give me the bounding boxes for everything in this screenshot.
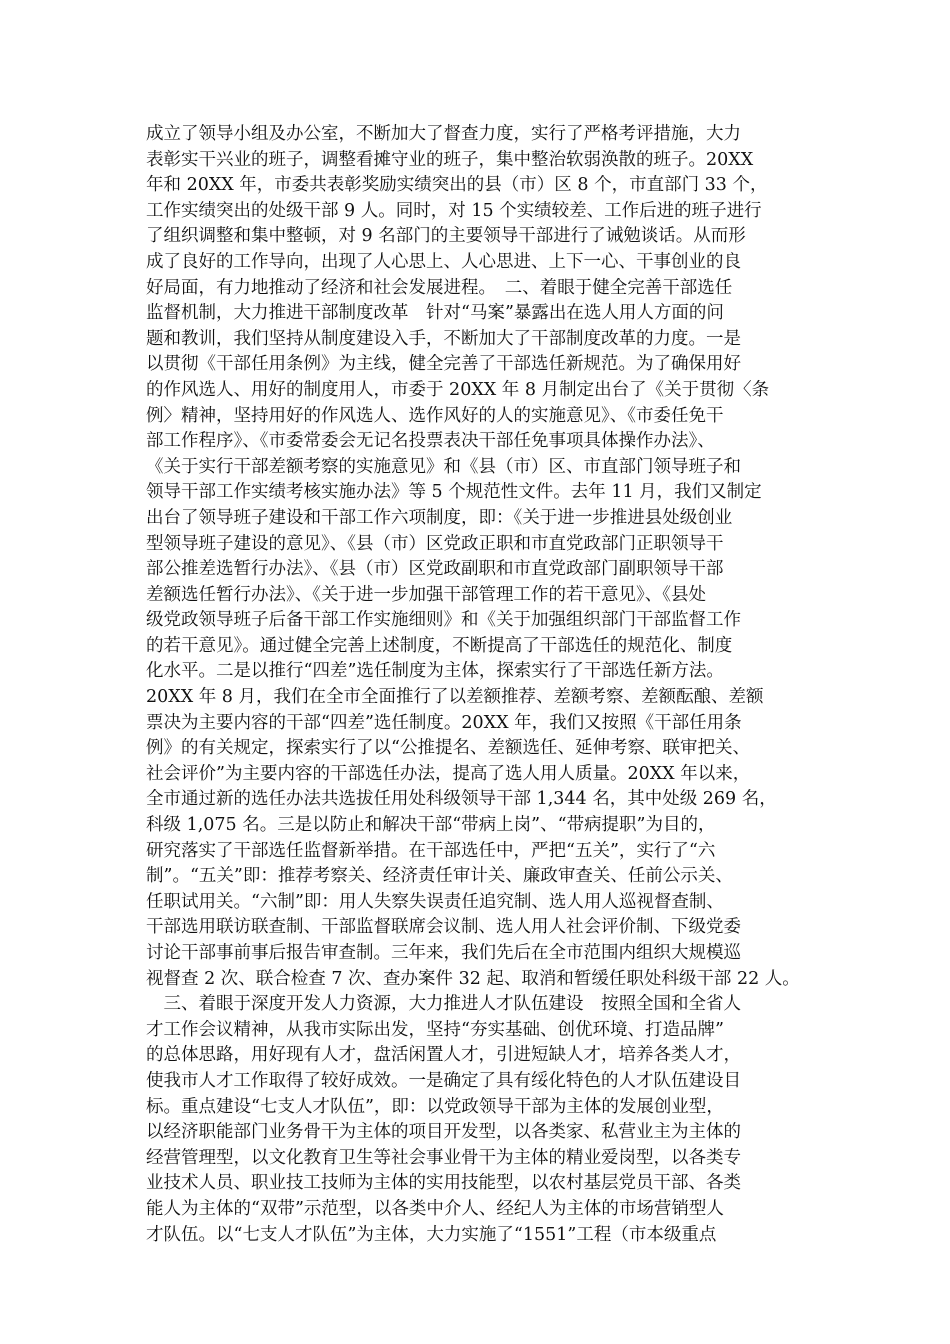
text-line: 任职试用关。“六制”即：用人失察失误责任追究制、选人用人巡视督查制、 xyxy=(146,891,724,912)
text-line: 化水平。二是以推行“四差”选任制度为主体，探索实行了干部选任新方法。 xyxy=(146,661,724,682)
text-line: 差额选任暂行办法》、《关于进一步加强干部管理工作的若干意见》、《县处 xyxy=(146,584,706,605)
text-line: 题和教训，我们坚持从制度建设入手，不断加大了干部制度改革的力度。一是 xyxy=(146,328,741,349)
text-line: 年和 20XX 年，市委共表彰奖励实绩突出的县（市）区 8 个，市直部门 33 个， xyxy=(146,175,768,196)
text-line: 讨论干部事前事后报告审查制。三年来，我们先后在全市范围内组织大规模巡 xyxy=(146,943,741,963)
text-line: 制”。“五关”即：推荐考察关、经济责任审计关、廉政审查关、任前公示关、 xyxy=(146,866,733,887)
text-line: 20XX 年 8 月，我们在全市全面推行了以差额推荐、差额考察、差额酝酿、差额 xyxy=(146,687,764,708)
text-line: 成立了领导小组及办公室，不断加大了督查力度，实行了严格考评措施，大力 xyxy=(146,124,741,144)
text-line: 例》的有关规定，探索实行了以“公推提名、差额选任、延伸考察、联审把关、 xyxy=(146,738,750,759)
text-line: 好局面，有力地推动了经济和社会发展进程。 二、着眼于健全完善干部选任 xyxy=(146,277,733,298)
text-line: 业技术人员、职业技工技师为主体的实用技能型，以农村基层党员干部、各类 xyxy=(146,1173,741,1194)
text-line: 的若干意见》。通过健全完善上述制度，不断提高了干部选任的规范化、制度 xyxy=(146,635,733,656)
text-line: 科级 1,075 名。三是以防止和解决干部“带病上岗”、“带病提职”为目的， xyxy=(146,815,716,836)
body-text xyxy=(146,122,826,1248)
text-line: 干部选用联访联查制、干部监督联席会议制、选人用人社会评价制、下级党委 xyxy=(146,917,741,938)
text-line: 以贯彻《干部任用条例》为主线，健全完善了干部选任新规范。为了确保用好 xyxy=(146,354,741,375)
text-line: 研究落实了干部选任监督新举措。在干部选任中，严把“五关”，实行了“六 xyxy=(146,840,716,861)
text-line: 表彰实干兴业的班子，调整看摊守业的班子，集中整治软弱涣散的班子。20XX xyxy=(146,149,754,170)
text-line: 出台了领导班子建设和干部工作六项制度，即：《关于进一步推进县处级创业 xyxy=(146,507,733,528)
text-line: 三、着眼于深度开发人力资源，大力推进人才队伍建设 按照全国和全省人 xyxy=(146,994,741,1015)
text-line: 以经济职能部门业务骨干为主体的项目开发型，以各类家、私营业主为主体的 xyxy=(146,1122,741,1143)
text-line: 型领导班子建设的意见》、《县（市）区党政正职和市直党政部门正职领导干 xyxy=(146,533,724,554)
text-line: 工作实绩突出的处级干部 9 人。同时，对 15 个实绩较差、工作后进的班子进行 xyxy=(146,200,762,221)
text-line: 的总体思路，用好现有人才，盘活闲置人才，引进短缺人才，培养各类人才， xyxy=(146,1045,741,1066)
text-line: 部公推差选暂行办法》、《县（市）区党政副职和市直党政部门副职领导干部 xyxy=(146,559,724,580)
text-line: 标。重点建设“七支人才队伍”，即：以党政领导干部为主体的发展创业型， xyxy=(146,1096,724,1117)
text-line: 了组织调整和集中整顿，对 9 名部门的主要领导干部进行了诫勉谈话。从而形 xyxy=(146,226,746,247)
text-line: 《关于实行干部差额考察的实施意见》和《县（市）区、市直部门领导班子和 xyxy=(146,456,741,477)
text-line: 票决为主要内容的干部“四差”选任制度。20XX 年，我们又按照《干部任用条 xyxy=(146,712,742,733)
text-line: 例〉精神，坚持用好的作风选人、选作风好的人的实施意见》、《市委任免干 xyxy=(146,405,724,426)
text-line: 成了良好的工作导向，出现了人心思上、人心思进、上下一心、干事创业的良 xyxy=(146,251,741,272)
text-line: 部工作程序》、《市委常委会无记名投票表决干部任免事项具体操作办法》、 xyxy=(146,431,715,452)
text-line: 能人为主体的“双带”示范型，以各类中介人、经纪人为主体的市场营销型人 xyxy=(146,1198,724,1219)
text-line: 经营管理型，以文化教育卫生等社会事业骨干为主体的精业爱岗型，以各类专 xyxy=(146,1147,741,1168)
text-line: 监督机制，大力推进干部制度改革 针对“马案”暴露出在选人用人方面的问 xyxy=(146,303,724,324)
text-line: 才队伍。以“七支人才队伍”为主体，大力实施了“1551”工程（市本级重点 xyxy=(146,1224,717,1245)
text-line: 才工作会议精神，从我市实际出发，坚持“夯实基础、创优环境、打造品牌” xyxy=(146,1019,724,1040)
text-line: 的作风选人、用好的制度用人，市委于 20XX 年 8 月制定出台了《关于贯彻〈条 xyxy=(146,379,770,400)
text-line: 使我市人才工作取得了较好成效。一是确定了具有绥化特色的人才队伍建设目 xyxy=(146,1070,741,1091)
text-line: 级党政领导班子后备干部工作实施细则》和《关于加强组织部门干部监督工作 xyxy=(146,610,741,631)
text-line: 视督查 2 次、联合检查 7 次、查办案件 32 起、取消和暂缓任职处科级干部 22 人。 xyxy=(146,968,800,989)
text-line: 社会评价”为主要内容的干部选任办法，提高了选人用人质量。20XX 年以来， xyxy=(146,763,751,784)
text-line: 全市通过新的选任办法共选拔任用处科级领导干部 1,344 名，其中处级 269 名， xyxy=(146,789,777,810)
text-line: 领导干部工作实绩考核实施办法》等 5 个规范性文件。去年 11 月，我们又制定 xyxy=(146,482,762,503)
